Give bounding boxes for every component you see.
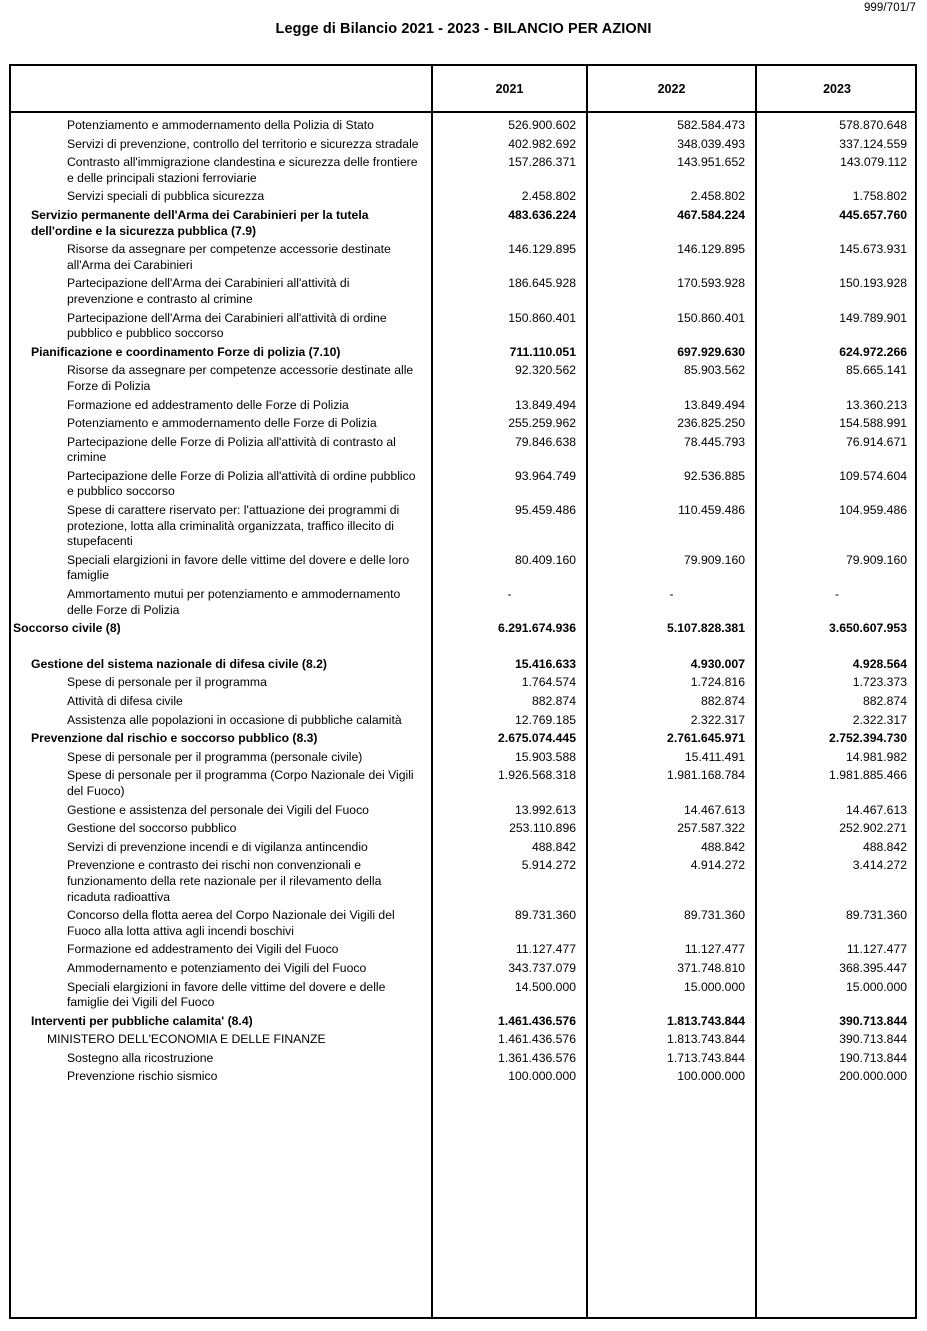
row-label: MINISTERO DELL'ECONOMIA E DELLE FINANZE <box>47 1032 326 1047</box>
row-value-2021: 95.459.486 <box>515 503 576 518</box>
row-label: Gestione e assistenza del personale dei Vigili del Fuoco <box>67 802 369 817</box>
table-row <box>11 273 915 307</box>
row-label: Gestione del sistema nazionale di difesa civile (8.2) <box>31 656 327 671</box>
row-label: Servizi speciali di pubblica sicurezza <box>67 189 265 204</box>
row-value-2023: 13.360.213 <box>846 397 907 412</box>
row-value-2022: 1.724.816 <box>690 675 745 690</box>
row-value-2023: 1.981.885.466 <box>829 768 907 783</box>
row-value-2022: 697.929.630 <box>677 344 745 359</box>
page-title: Legge di Bilancio 2021 - 2023 - BILANCIO PER AZIONI <box>275 21 652 37</box>
row-value-2021: 13.849.494 <box>515 397 576 412</box>
row-value-2023: 3.650.607.953 <box>829 621 907 636</box>
row-value-2021: 1.461.436.576 <box>498 1032 576 1047</box>
row-value-2023: 445.657.760 <box>839 207 907 222</box>
row-value-2022: 15.000.000 <box>684 979 745 994</box>
row-value-2021: 483.636.224 <box>508 207 576 222</box>
row-value-2021: 711.110.051 <box>509 344 576 359</box>
row-label: Concorso della flotta aerea del Corpo Nazionale dei Vigili del Fuoco alla lotta attiva agli incendi boschivi <box>67 908 395 938</box>
table-row <box>11 1011 915 1030</box>
row-label: Attività di difesa civile <box>67 694 183 708</box>
row-value-2023: 337.124.559 <box>839 136 907 151</box>
table-header-row <box>11 66 915 113</box>
row-value-2021: 14.500.000 <box>515 979 576 994</box>
row-value-2023: 390.713.844 <box>839 1013 907 1028</box>
table-row <box>11 239 915 273</box>
row-value-2022: 1.981.168.784 <box>667 768 745 783</box>
row-label: Potenziamento e ammodernamento della Polizia di Stato <box>67 118 374 132</box>
row-label: Servizio permanente dell'Arma dei Carabinieri per la tutela dell'ordine e la sicurezza pubblica (7.9) <box>31 207 369 238</box>
row-label: Partecipazione delle Forze di Polizia all'attività di ordine pubblico e pubblico soccorso <box>67 468 416 499</box>
row-value-2022: 1.813.743.844 <box>667 1013 745 1028</box>
row-value-2023: 149.789.901 <box>839 310 907 325</box>
row-value-2021: 186.645.928 <box>508 276 576 291</box>
row-value-2023: 85.665.141 <box>846 363 907 378</box>
table-row-spacer <box>11 637 915 654</box>
row-value-2021: 343.737.079 <box>508 960 576 975</box>
row-value-2022: 2.458.802 <box>690 189 745 204</box>
row-value-2021: 526.900.602 <box>508 118 576 132</box>
row-value-2023: 150.193.928 <box>839 276 907 291</box>
table-row <box>11 308 915 342</box>
row-value-2021: 253.110.896 <box>509 821 576 836</box>
table-row <box>11 747 915 766</box>
row-value-2021: 11.127.477 <box>515 942 576 957</box>
row-value-2022: 1.713.743.844 <box>667 1050 745 1065</box>
row-label: Gestione del soccorso pubblico <box>67 821 237 836</box>
row-label: Spese di carattere riservato per: l'attuazione dei programmi di protezione, lotta alla criminalità organizzata, traffico illecito di stupefacenti <box>67 503 400 549</box>
row-value-2022: 5.107.828.381 <box>667 621 745 636</box>
row-value-2022: 467.584.224 <box>677 207 745 222</box>
table-row <box>11 360 915 394</box>
row-value-2023: 578.870.648 <box>839 118 907 132</box>
row-value-2023: 79.909.160 <box>846 552 907 567</box>
row-value-2022: 170.593.928 <box>677 276 745 291</box>
table-row <box>11 152 915 186</box>
row-value-2023: 89.731.360 <box>846 908 907 923</box>
row-label: Partecipazione dell'Arma dei Carabinieri all'attività di ordine pubblico e pubblico soccorso <box>67 310 387 341</box>
row-label: Prevenzione e contrasto dei rischi non convenzionali e funzionamento della rete nazionale per il rilevamento della ricaduta radioattiva <box>67 858 382 904</box>
row-value-2023: 488.842 <box>862 839 907 854</box>
row-value-2022: 14.467.613 <box>684 802 745 817</box>
row-value-2023: - <box>834 587 840 602</box>
row-value-2021: 1.461.436.576 <box>498 1013 576 1028</box>
table-row <box>11 550 915 584</box>
row-value-2021: 15.416.633 <box>515 656 576 671</box>
table-row <box>11 654 915 673</box>
row-value-2022: 257.587.322 <box>677 821 745 836</box>
row-value-2021: 100.000.000 <box>508 1069 576 1084</box>
row-value-2022: 13.849.494 <box>684 397 745 412</box>
column-header-2023: 2023 <box>823 82 851 96</box>
row-value-2023: 14.981.982 <box>846 749 907 764</box>
row-label: Sostegno alla ricostruzione <box>67 1050 214 1065</box>
table-row <box>11 710 915 729</box>
row-value-2023: 390.713.844 <box>839 1032 907 1047</box>
row-value-2022: 79.909.160 <box>684 552 745 567</box>
row-value-2023: 1.758.802 <box>852 189 907 204</box>
row-value-2022: 882.874 <box>700 694 745 708</box>
table-row <box>11 905 915 939</box>
row-label: Partecipazione dell'Arma dei Carabinieri all'attività di prevenzione e contrasto al crimine <box>67 276 350 306</box>
table-row <box>11 958 915 977</box>
row-label: Contrasto all'immigrazione clandestina e sicurezza delle frontiere e delle principali stazioni ferroviarie <box>67 155 418 185</box>
table-row <box>11 765 915 799</box>
row-value-2021: 882.874 <box>531 694 576 708</box>
row-value-2022: 1.813.743.844 <box>667 1032 745 1047</box>
row-value-2022: 348.039.493 <box>677 136 745 151</box>
row-value-2023: 104.959.486 <box>839 503 907 518</box>
row-value-2021: 488.842 <box>531 839 576 854</box>
row-value-2022: 100.000.000 <box>677 1069 745 1084</box>
row-label: Risorse da assegnare per competenze accessorie destinate alle Forze di Polizia <box>67 363 414 393</box>
row-value-2023: 143.079.112 <box>840 155 907 170</box>
row-value-2023: 15.000.000 <box>846 979 907 994</box>
table-row <box>11 1048 915 1067</box>
row-value-2022: 150.860.401 <box>677 310 745 325</box>
budget-table <box>9 64 917 1319</box>
row-value-2021: 13.992.613 <box>515 802 576 817</box>
row-value-2023: 145.673.931 <box>839 242 907 257</box>
row-value-2023: 76.914.671 <box>846 434 907 449</box>
row-value-2021: 80.409.160 <box>515 552 576 567</box>
table-row <box>11 939 915 958</box>
table-row <box>11 618 915 637</box>
row-value-2022: - <box>669 587 674 602</box>
row-label: Ammodernamento e potenziamento dei Vigili del Fuoco <box>67 960 367 975</box>
table-row <box>11 818 915 837</box>
table-row <box>11 134 915 153</box>
table-row <box>11 1029 915 1048</box>
row-value-2023: 154.588.991 <box>839 416 907 431</box>
row-value-2023: 109.574.604 <box>839 468 907 483</box>
row-label: Speciali elargizioni in favore delle vittime del dovere e delle loro famiglie <box>67 552 410 583</box>
row-label: Spese di personale per il programma (Corpo Nazionale dei Vigili del Fuoco) <box>67 768 414 798</box>
row-label: Spese di personale per il programma <box>67 675 267 690</box>
row-value-2023: 4.928.564 <box>852 656 907 671</box>
row-value-2021: 1.361.436.576 <box>498 1050 576 1065</box>
table-row <box>11 672 915 691</box>
row-value-2021: 93.964.749 <box>515 468 576 483</box>
table-row <box>11 413 915 432</box>
table-row <box>11 855 915 905</box>
row-label: Partecipazione delle Forze di Polizia all'attività di contrasto al crimine <box>67 434 396 465</box>
row-value-2023: 2.752.394.730 <box>829 731 907 746</box>
row-value-2021: 5.914.272 <box>521 858 576 873</box>
table-row <box>11 115 915 134</box>
row-value-2023: 252.902.271 <box>839 821 907 836</box>
row-value-2021: 2.675.074.445 <box>498 731 576 746</box>
row-value-2022: 11.127.477 <box>684 942 745 957</box>
row-value-2023: 3.414.272 <box>852 858 907 873</box>
row-value-2021: 150.860.401 <box>508 310 576 325</box>
row-label: Risorse da assegnare per competenze accessorie destinate all'Arma dei Carabinieri <box>67 242 391 272</box>
row-value-2022: 488.842 <box>700 839 745 854</box>
row-label: Pianificazione e coordinamento Forze di polizia (7.10) <box>31 344 341 359</box>
row-value-2023: 200.000.000 <box>839 1069 907 1084</box>
table-row <box>11 466 915 500</box>
row-value-2021: 2.458.802 <box>521 189 576 204</box>
row-value-2021: 157.286.371 <box>508 155 576 170</box>
row-value-2023: 882.874 <box>862 694 907 708</box>
row-value-2023: 14.467.613 <box>846 802 907 817</box>
table-row <box>11 800 915 819</box>
row-label: Formazione ed addestramento delle Forze di Polizia <box>67 397 349 412</box>
row-value-2023: 624.972.266 <box>839 344 907 359</box>
row-value-2022: 15.411.491 <box>684 749 745 764</box>
row-value-2022: 85.903.562 <box>684 363 745 378</box>
table-row <box>11 728 915 747</box>
row-value-2022: 2.322.317 <box>690 712 745 727</box>
row-value-2021: 1.764.574 <box>521 675 576 690</box>
row-value-2022: 143.951.652 <box>677 155 745 170</box>
table-row <box>11 1066 915 1085</box>
page-code: 999/701/7 <box>863 2 916 14</box>
column-header-2022: 2022 <box>657 82 686 96</box>
row-label: Servizi di prevenzione incendi e di vigilanza antincendio <box>67 839 368 854</box>
row-value-2021: 6.291.674.936 <box>498 621 576 636</box>
table-row <box>11 186 915 205</box>
row-value-2021: 15.903.588 <box>515 749 576 764</box>
row-value-2023: 190.713.844 <box>839 1050 907 1065</box>
row-value-2021: 79.846.638 <box>515 434 576 449</box>
row-value-2022: 371.748.810 <box>677 960 745 975</box>
table-row <box>11 205 915 239</box>
table-row <box>11 837 915 856</box>
row-value-2022: 4.914.272 <box>690 858 745 873</box>
row-label: Soccorso civile (8) <box>13 621 121 636</box>
table-body <box>11 115 915 1317</box>
row-value-2022: 236.825.250 <box>677 416 745 431</box>
row-value-2022: 146.129.895 <box>677 242 745 257</box>
row-value-2021: 1.926.568.318 <box>498 768 576 783</box>
column-header-2021: 2021 <box>495 82 524 96</box>
row-value-2022: 582.584.473 <box>677 118 745 132</box>
row-value-2023: 11.127.477 <box>846 942 907 957</box>
row-label: Assistenza alle popolazioni in occasione di pubbliche calamità <box>67 712 402 727</box>
row-label: Ammortamento mutui per potenziamento e ammodernamento delle Forze di Polizia <box>67 587 401 617</box>
row-value-2022: 4.930.007 <box>690 656 745 671</box>
table-row <box>11 500 915 550</box>
row-value-2022: 2.761.645.971 <box>667 731 745 746</box>
row-value-2022: 110.459.486 <box>678 503 745 518</box>
table-row <box>11 342 915 361</box>
row-value-2021: 92.320.562 <box>515 363 576 378</box>
row-value-2023: 2.322.317 <box>852 712 907 727</box>
table-row <box>11 584 915 618</box>
row-value-2023: 1.723.373 <box>852 675 907 690</box>
row-value-2022: 89.731.360 <box>684 908 745 923</box>
row-value-2021: 89.731.360 <box>515 908 576 923</box>
row-value-2021: - <box>507 587 512 602</box>
row-value-2023: 368.395.447 <box>839 960 907 975</box>
row-label: Speciali elargizioni in favore delle vittime del dovere e delle famiglie dei Vigili del Fuoco <box>67 979 386 1010</box>
row-value-2022: 92.536.885 <box>684 468 745 483</box>
table-row <box>11 691 915 710</box>
row-value-2021: 146.129.895 <box>508 242 576 257</box>
row-value-2021: 402.982.692 <box>508 136 576 151</box>
row-label: Spese di personale per il programma (personale civile) <box>67 749 363 764</box>
row-label: Interventi per pubbliche calamita' (8.4) <box>31 1013 253 1028</box>
row-value-2021: 255.259.962 <box>508 416 576 431</box>
row-value-2021: 12.769.185 <box>515 712 576 727</box>
table-row <box>11 432 915 466</box>
table-row <box>11 395 915 414</box>
row-label: Prevenzione dal rischio e soccorso pubblico (8.3) <box>31 731 318 746</box>
row-label: Servizi di prevenzione, controllo del territorio e sicurezza stradale <box>67 136 419 151</box>
row-label: Potenziamento e ammodernamento delle Forze di Polizia <box>67 416 377 431</box>
table-row <box>11 977 915 1011</box>
row-value-2022: 78.445.793 <box>684 434 745 449</box>
row-label: Formazione ed addestramento dei Vigili del Fuoco <box>67 942 339 957</box>
row-label: Prevenzione rischio sismico <box>67 1069 218 1084</box>
